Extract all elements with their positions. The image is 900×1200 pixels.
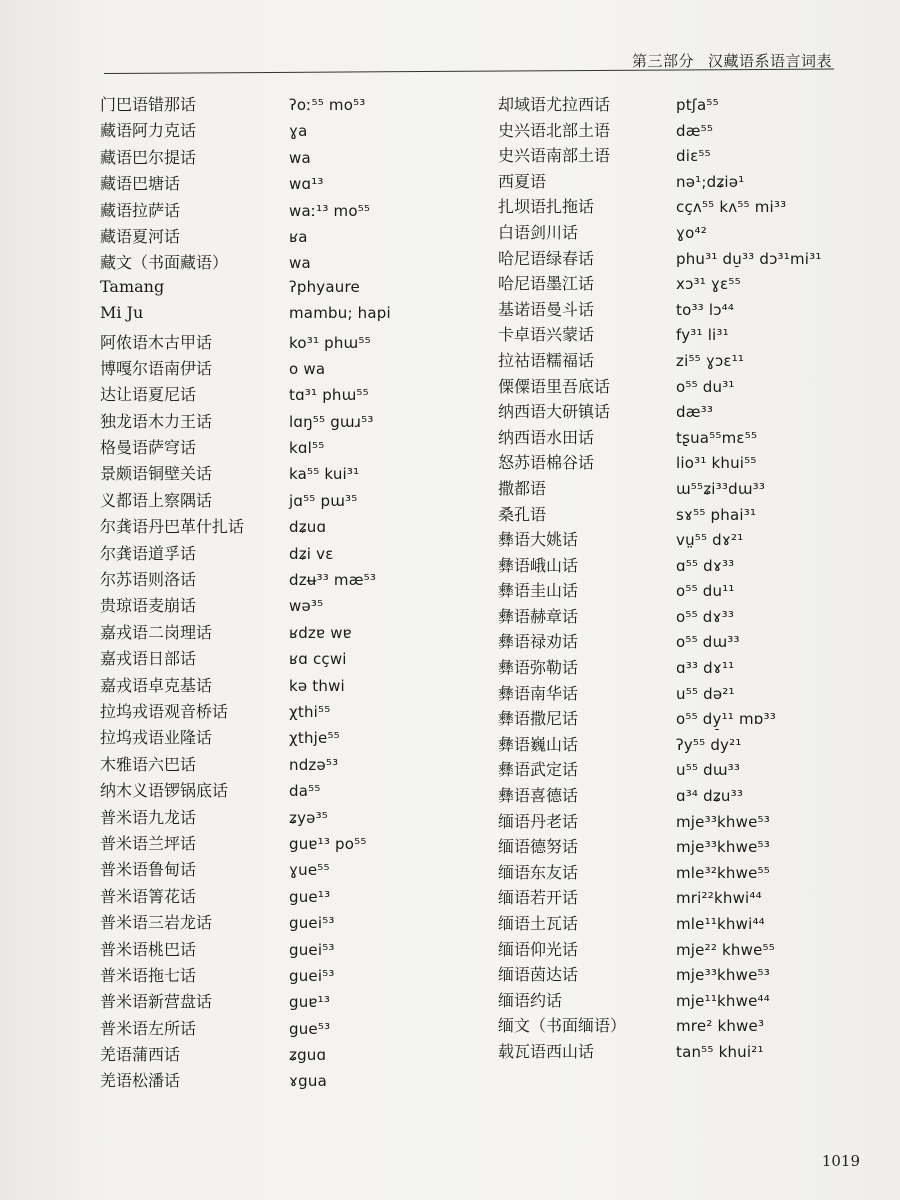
word-form: phu³¹ du̠³³ dɔ³¹mi³¹ xyxy=(676,249,822,268)
word-form: nə¹;dʑiə¹ xyxy=(676,172,745,191)
word-form: ʔoː⁵⁵ mo⁵³ xyxy=(289,96,366,114)
entry-row xyxy=(498,757,848,783)
word-form: ʑguɑ xyxy=(289,1046,327,1065)
language-name: 博嘎尔语南伊话 xyxy=(100,358,213,378)
entry-row xyxy=(498,706,848,732)
word-form: wa xyxy=(289,148,311,167)
entry-row xyxy=(100,1016,480,1042)
entry-row xyxy=(100,382,480,408)
page-number: 1019 xyxy=(821,1152,860,1170)
language-name: 撒都语 xyxy=(498,478,547,498)
language-name: 尔龚语道孚话 xyxy=(100,543,197,563)
word-form: dæ³³ xyxy=(676,403,714,422)
language-name: 普米语鲁甸话 xyxy=(100,860,197,880)
word-form: u⁵⁵ də²¹ xyxy=(676,684,735,703)
word-form: lɑŋ⁵⁵ gɯɹ⁵³ xyxy=(289,412,374,431)
language-name: 独龙语木力王话 xyxy=(100,411,213,431)
word-form: o⁵⁵ dɯ³³ xyxy=(676,633,740,652)
word-form: tan⁵⁵ khui²¹ xyxy=(676,1042,764,1061)
word-form: u⁵⁵ dɯ³³ xyxy=(676,761,741,780)
word-form: mje³³khwe⁵³ xyxy=(676,966,770,985)
word-form: mje²² khwe⁵⁵ xyxy=(676,940,775,959)
entry-row xyxy=(498,783,848,809)
entry-row xyxy=(498,220,848,246)
entry-row xyxy=(100,461,480,487)
entry-row xyxy=(498,425,848,451)
language-name: 嘉戎语二岗理话 xyxy=(100,622,213,642)
word-form: gue¹³ xyxy=(289,887,331,906)
language-name: 彝语赫章话 xyxy=(498,606,579,626)
entry-row xyxy=(100,171,480,197)
language-name: 藏语拉萨话 xyxy=(100,200,181,220)
entry-row xyxy=(498,937,848,963)
entry-row xyxy=(100,778,480,804)
word-form: gue⁵³ xyxy=(289,1019,331,1038)
language-name: 嘉戎语日部话 xyxy=(100,649,197,669)
entry-row xyxy=(100,673,480,699)
left-column xyxy=(100,92,480,1095)
entry-row xyxy=(100,646,480,672)
language-name: 木雅语六巴话 xyxy=(100,754,197,774)
word-form: ʁdzɐ wɐ xyxy=(289,623,352,642)
language-name: 达让语夏尼话 xyxy=(100,385,197,405)
language-name: 藏文（书面藏语） xyxy=(100,253,229,273)
language-name: 义都语上察隅话 xyxy=(100,490,213,510)
word-form: o wa xyxy=(289,359,326,378)
word-form: cçʌ⁵⁵ kʌ⁵⁵ mi³³ xyxy=(676,198,787,217)
word-form: jɑ⁵⁵ pɯ³⁵ xyxy=(289,491,358,510)
word-form: guei⁵³ xyxy=(289,966,335,985)
language-name: 彝语巍山话 xyxy=(498,734,579,754)
entry-row xyxy=(498,962,848,988)
language-name: 拉坞戎语业隆话 xyxy=(100,728,213,748)
entry-row xyxy=(100,409,480,435)
entry-row xyxy=(498,374,848,400)
word-form: ko³¹ phɯ⁵⁵ xyxy=(289,333,371,352)
entry-row xyxy=(100,514,480,540)
word-form: ndzə⁵³ xyxy=(289,755,339,774)
word-form: waː¹³ mo⁵⁵ xyxy=(289,201,371,220)
entry-row xyxy=(100,937,480,963)
language-name: 缅语德努话 xyxy=(498,837,579,857)
word-form: ka⁵⁵ kui³¹ xyxy=(289,465,360,484)
language-name: 扎坝语扎拖话 xyxy=(498,197,595,217)
word-form: fy³¹ li³¹ xyxy=(676,326,729,345)
language-name: 普米语拖七话 xyxy=(100,965,197,985)
word-form: tʂua⁵⁵mɛ⁵⁵ xyxy=(676,428,758,447)
language-name: 哈尼语绿春话 xyxy=(498,248,595,268)
entry-row xyxy=(498,527,848,553)
word-form: ʔy⁵⁵ dy²¹ xyxy=(676,735,742,754)
language-name: 缅语约话 xyxy=(498,990,563,1010)
entry-row xyxy=(498,553,848,579)
running-head-section: 汉藏语系语言词表 xyxy=(707,52,832,70)
language-name: 门巴语错那话 xyxy=(100,95,197,114)
language-name: 景颇语铜壁关话 xyxy=(100,464,213,484)
language-name: 嘉戎语卓克基话 xyxy=(100,675,213,695)
entry-row xyxy=(100,92,480,118)
language-name: Tamang xyxy=(100,276,165,296)
word-form: mje³³khwe⁵³ xyxy=(676,838,770,857)
entry-row xyxy=(100,857,480,883)
entry-row xyxy=(100,330,480,356)
word-form: ɤgua xyxy=(289,1072,327,1091)
language-name: 普米语三岩龙话 xyxy=(100,913,213,933)
entry-row xyxy=(498,809,848,835)
word-form: ptʃa⁵⁵ xyxy=(676,96,719,114)
entry-row xyxy=(100,884,480,910)
entry-row xyxy=(100,488,480,514)
language-name: 普米语桃巴话 xyxy=(100,939,197,959)
entry-row xyxy=(498,246,848,272)
entry-row xyxy=(498,629,848,655)
entry-row xyxy=(498,348,848,374)
entry-row xyxy=(100,145,480,171)
language-name: 彝语武定话 xyxy=(498,760,579,780)
entry-row xyxy=(100,910,480,936)
right-column xyxy=(498,92,848,1065)
entry-row xyxy=(100,620,480,646)
entry-row xyxy=(498,681,848,707)
word-form: diɛ⁵⁵ xyxy=(676,147,711,166)
header-rule xyxy=(104,69,834,74)
word-form: ɣue⁵⁵ xyxy=(289,861,330,880)
word-form: mje¹¹khwe⁴⁴ xyxy=(676,991,770,1010)
word-form: kə thwi xyxy=(289,676,345,695)
word-form: dʑuɑ xyxy=(289,518,327,537)
language-name: 史兴语北部土语 xyxy=(498,120,611,140)
language-name: 羌语蒲西话 xyxy=(100,1045,181,1065)
language-name: 普米语新营盘话 xyxy=(100,992,213,1012)
language-name: 怒苏语棉谷话 xyxy=(498,453,595,473)
entry-row xyxy=(100,303,480,329)
entry-row xyxy=(100,567,480,593)
entry-row xyxy=(498,732,848,758)
entry-row xyxy=(498,911,848,937)
language-name: 彝语弥勒话 xyxy=(498,658,579,678)
language-name: 史兴语南部土语 xyxy=(498,146,611,166)
language-name: 缅语仰光话 xyxy=(498,939,579,959)
entry-row xyxy=(498,476,848,502)
entry-row xyxy=(498,578,848,604)
language-name: 载瓦语西山话 xyxy=(498,1041,595,1061)
word-form: tɑ³¹ phɯ⁵⁵ xyxy=(289,386,369,405)
language-name: 纳西语水田话 xyxy=(498,427,595,447)
word-form: wa xyxy=(289,254,311,273)
entry-row xyxy=(498,885,848,911)
language-name: 基诺语曼斗话 xyxy=(498,299,595,319)
word-form: mri²²khwi⁴⁴ xyxy=(676,889,762,908)
word-form: dzʉ³³ mæ⁵³ xyxy=(289,571,377,590)
entry-row xyxy=(498,604,848,630)
word-form: ɑ³⁴ dʑu³³ xyxy=(676,787,744,806)
word-form: ʔphyaure xyxy=(289,277,360,296)
language-name: 缅语茵达话 xyxy=(498,965,579,985)
language-name: 缅语若开话 xyxy=(498,888,579,908)
entry-row xyxy=(498,143,848,169)
entry-row xyxy=(100,1068,480,1094)
language-name: 藏语巴尔提话 xyxy=(100,147,197,167)
running-head-part: 第三部分 xyxy=(631,52,694,70)
entry-row xyxy=(498,860,848,886)
entry-row xyxy=(498,271,848,297)
entry-row xyxy=(498,169,848,195)
word-form: xɔ³¹ ɣɛ⁵⁵ xyxy=(676,275,741,294)
language-name: 彝语峨山话 xyxy=(498,555,579,575)
word-form: χthje⁵⁵ xyxy=(289,729,340,748)
entry-row xyxy=(100,725,480,751)
language-name: 拉祜语糯福话 xyxy=(498,350,595,370)
entry-row xyxy=(498,1039,848,1065)
language-name: 纳西语大研镇话 xyxy=(498,402,611,422)
language-name: 彝语喜德话 xyxy=(498,786,579,806)
language-name: 普米语兰坪话 xyxy=(100,833,197,853)
language-name: 格曼语萨穹话 xyxy=(100,438,197,458)
entry-row xyxy=(100,963,480,989)
entry-row xyxy=(100,250,480,276)
word-form: ɣa xyxy=(289,122,308,141)
entry-row xyxy=(100,752,480,778)
word-form: vṳ⁵⁵ dɤ²¹ xyxy=(676,531,744,550)
word-form: ɣo⁴² xyxy=(676,223,707,242)
language-name: 藏语夏河话 xyxy=(100,226,181,246)
language-name: 哈尼语墨江话 xyxy=(498,274,595,294)
language-name: 西夏语 xyxy=(498,171,547,191)
entry-row xyxy=(498,92,848,118)
language-name: 却域语尤拉西话 xyxy=(498,95,611,114)
language-name: 藏语巴塘话 xyxy=(100,174,181,194)
word-form: da⁵⁵ xyxy=(289,782,321,801)
entry-row xyxy=(100,805,480,831)
word-form: mle³²khwe⁵⁵ xyxy=(676,863,770,882)
language-name: 尔龚语丹巴革什扎话 xyxy=(100,517,245,537)
entry-row xyxy=(100,435,480,461)
entry-row xyxy=(498,834,848,860)
word-form: to³³ lɔ⁴⁴ xyxy=(676,300,735,319)
entry-row xyxy=(498,118,848,144)
entry-row xyxy=(498,450,848,476)
word-form: o⁵⁵ du³¹ xyxy=(676,377,735,396)
language-name: Mi Ju xyxy=(100,303,144,323)
word-form: wə³⁵ xyxy=(289,597,324,616)
language-name: 傈僳语里吾底话 xyxy=(498,376,611,396)
word-form: kɑl⁵⁵ xyxy=(289,439,325,458)
word-form: sɤ⁵⁵ phai³¹ xyxy=(676,505,757,524)
entry-row xyxy=(100,699,480,725)
language-name: 纳木义语锣锅底话 xyxy=(100,781,229,801)
entry-row xyxy=(498,194,848,220)
entry-row xyxy=(498,399,848,425)
language-name: 普米语箐花话 xyxy=(100,886,197,906)
word-form: ɯ⁵⁵ʑi³³dɯ³³ xyxy=(676,479,766,498)
language-name: 羌语松潘话 xyxy=(100,1071,181,1091)
entry-row xyxy=(100,198,480,224)
language-name: 缅文（书面缅语） xyxy=(498,1016,627,1036)
entry-row xyxy=(100,277,480,303)
entry-row xyxy=(100,541,480,567)
word-form: o⁵⁵ dy̠¹¹ mɒ³³ xyxy=(676,710,776,729)
word-form: mle¹¹khwi⁴⁴ xyxy=(676,915,765,933)
word-form: mambu; hapi xyxy=(289,304,391,323)
word-form: dʑi vɛ xyxy=(289,544,334,563)
entry-row xyxy=(498,297,848,323)
word-form: dæ⁵⁵ xyxy=(676,121,714,140)
language-name: 彝语南华话 xyxy=(498,683,579,703)
entry-row xyxy=(498,322,848,348)
language-name: 彝语撒尼话 xyxy=(498,709,579,729)
language-name: 卡卓语兴蒙话 xyxy=(498,325,595,345)
language-name: 普米语左所话 xyxy=(100,1018,197,1038)
word-form: ɑ⁵⁵ dɤ³³ xyxy=(676,556,735,575)
entry-row xyxy=(100,989,480,1015)
entry-row xyxy=(100,118,480,144)
word-form: χthi⁵⁵ xyxy=(289,702,331,721)
entry-row xyxy=(100,593,480,619)
word-form: ʁɑ cçwi xyxy=(289,650,347,669)
language-name: 彝语禄劝话 xyxy=(498,632,579,652)
language-name: 桑孔语 xyxy=(498,504,547,524)
word-form: o⁵⁵ dɤ³³ xyxy=(676,607,735,626)
language-name: 彝语圭山话 xyxy=(498,581,579,601)
entry-row xyxy=(498,655,848,681)
word-form: guɐ¹³ po⁵⁵ xyxy=(289,834,367,853)
word-form: wɑ¹³ xyxy=(289,175,324,194)
language-name: 彝语大姚话 xyxy=(498,530,579,550)
word-form: mje³³khwe⁵³ xyxy=(676,812,770,831)
entry-row xyxy=(100,224,480,250)
word-form: ɑ³³ dɤ¹¹ xyxy=(676,659,735,678)
entry-row xyxy=(100,356,480,382)
entry-row xyxy=(498,988,848,1014)
language-name: 贵琼语麦崩话 xyxy=(100,596,197,616)
word-form: guei⁵³ xyxy=(289,940,335,959)
word-form: ʁa xyxy=(289,227,308,246)
language-name: 缅语土瓦话 xyxy=(498,914,579,933)
word-form: zi⁵⁵ ɣɔɛ¹¹ xyxy=(676,351,745,370)
language-name: 尔苏语则洛话 xyxy=(100,570,197,590)
language-name: 普米语九龙话 xyxy=(100,807,197,827)
word-form: guei⁵³ xyxy=(289,914,335,933)
language-name: 缅语东友话 xyxy=(498,862,579,882)
word-form: ʑyə³⁵ xyxy=(289,808,329,827)
language-name: 阿侬语木古甲话 xyxy=(100,332,213,352)
entry-row xyxy=(498,1013,848,1039)
word-form: guɐ¹³ xyxy=(289,993,331,1012)
entry-row xyxy=(100,831,480,857)
language-name: 缅语丹老话 xyxy=(498,811,579,831)
word-form: o⁵⁵ du¹¹ xyxy=(676,582,735,601)
entry-row xyxy=(100,1042,480,1068)
language-name: 白语剑川话 xyxy=(498,222,579,242)
language-name: 拉坞戎语观音桥话 xyxy=(100,701,229,721)
language-name: 藏语阿力克话 xyxy=(100,121,197,141)
word-form: mre² khwe³ xyxy=(676,1017,765,1036)
word-form: lio³¹ khui⁵⁵ xyxy=(676,454,757,473)
entry-row xyxy=(498,502,848,528)
